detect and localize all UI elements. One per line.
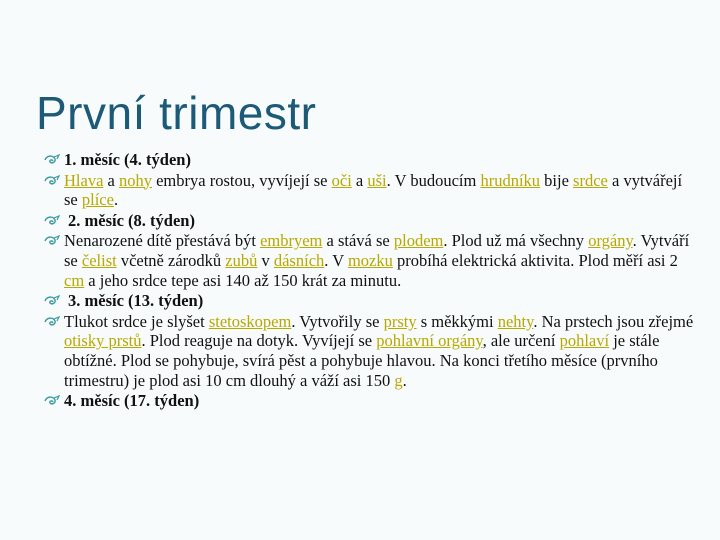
text: a vytvářejí se (64, 170, 683, 210)
text: je stále obtížné. Plod se pohybuje, svírá pěst a pohybuje hlavou. Na konci třetího měsíce (prvního trimestru) je plod asi 10 cm dlouhý a váží asi 150 (64, 331, 660, 390)
text: . V (324, 250, 348, 270)
text: . Plod už má všechny (443, 231, 589, 251)
link-dasnich[interactable]: dásních (273, 250, 325, 270)
list-item (44, 312, 694, 390)
link-prsty[interactable]: prsty (383, 311, 417, 331)
text: . Vytvořily se (291, 311, 384, 331)
list-item (44, 150, 694, 170)
text: v (257, 250, 274, 270)
text: , ale určení (482, 331, 560, 351)
text: a (351, 170, 368, 190)
link-g[interactable]: g (394, 370, 403, 390)
text: a jeho srdce tepe asi 140 až 150 krát za minutu. (84, 270, 402, 290)
swirl-bullet-icon (44, 235, 60, 247)
text: . Vytváří se (64, 231, 690, 270)
swirl-bullet-icon (44, 395, 60, 407)
bullet-list (44, 150, 694, 412)
link-otisky-prstu[interactable]: otisky prstů (64, 331, 142, 351)
link-srdce[interactable]: srdce (573, 170, 608, 190)
text: Tlukot srdce je slyšet (64, 311, 209, 331)
link-cm[interactable]: cm (64, 270, 85, 290)
link-pohlavi[interactable]: pohlaví (559, 331, 610, 351)
month-heading: 3. měsíc (13. týden) (68, 291, 204, 311)
link-hrudnik[interactable]: hrudníku (480, 170, 541, 190)
text: Nenarozené dítě přestává být (64, 231, 261, 251)
page-title: První trimestr (36, 87, 317, 139)
text: probíhá elektrická aktivita. Plod měří asi 2 (392, 250, 678, 270)
swirl-bullet-icon (44, 175, 60, 187)
link-zubu[interactable]: zubů (225, 250, 258, 270)
list-item (44, 391, 694, 411)
swirl-bullet-icon (44, 295, 60, 307)
text: . (113, 190, 119, 210)
text: . (402, 370, 407, 390)
text: . V budoucím (386, 170, 481, 190)
swirl-bullet-icon (44, 316, 60, 328)
text: . Na prstech jsou zřejmé (533, 311, 694, 331)
text: . Plod reaguje na dotyk. Vyvíjejí se (141, 331, 377, 351)
link-organy[interactable]: orgány (588, 231, 633, 251)
link-stetoskopem[interactable]: stetoskopem (208, 311, 292, 331)
swirl-bullet-icon (44, 154, 60, 166)
text: s měkkými (416, 311, 498, 331)
link-plodem[interactable]: plodem (393, 231, 444, 251)
link-celist[interactable]: čelist (81, 250, 117, 270)
list-item (44, 291, 694, 311)
text: včetně zárodků (116, 250, 226, 270)
text: a stává se (322, 231, 394, 251)
link-pohlavni-organy[interactable]: pohlavní orgány (376, 331, 483, 351)
link-mozku[interactable]: mozku (347, 250, 393, 270)
text: a (103, 170, 119, 190)
link-embryem[interactable]: embryem (260, 231, 323, 251)
link-nehty[interactable]: nehty (497, 311, 534, 331)
link-nohy[interactable]: nohy (118, 170, 152, 190)
list-item (44, 171, 694, 210)
text: embrya rostou, vyvíjejí se (151, 170, 332, 190)
link-plice[interactable]: plíce (81, 190, 114, 210)
month-heading: 4. měsíc (17. týden) (64, 391, 200, 411)
month-heading: 1. měsíc (4. týden) (64, 150, 191, 169)
list-item (44, 211, 694, 231)
list-item (44, 231, 694, 290)
link-oci[interactable]: oči (331, 170, 352, 190)
link-hlava[interactable]: Hlava (64, 170, 104, 190)
text: bije (540, 170, 574, 190)
swirl-bullet-icon (44, 215, 60, 227)
month-heading: 2. měsíc (8. týden) (68, 210, 195, 230)
link-usi[interactable]: uši (367, 170, 387, 190)
